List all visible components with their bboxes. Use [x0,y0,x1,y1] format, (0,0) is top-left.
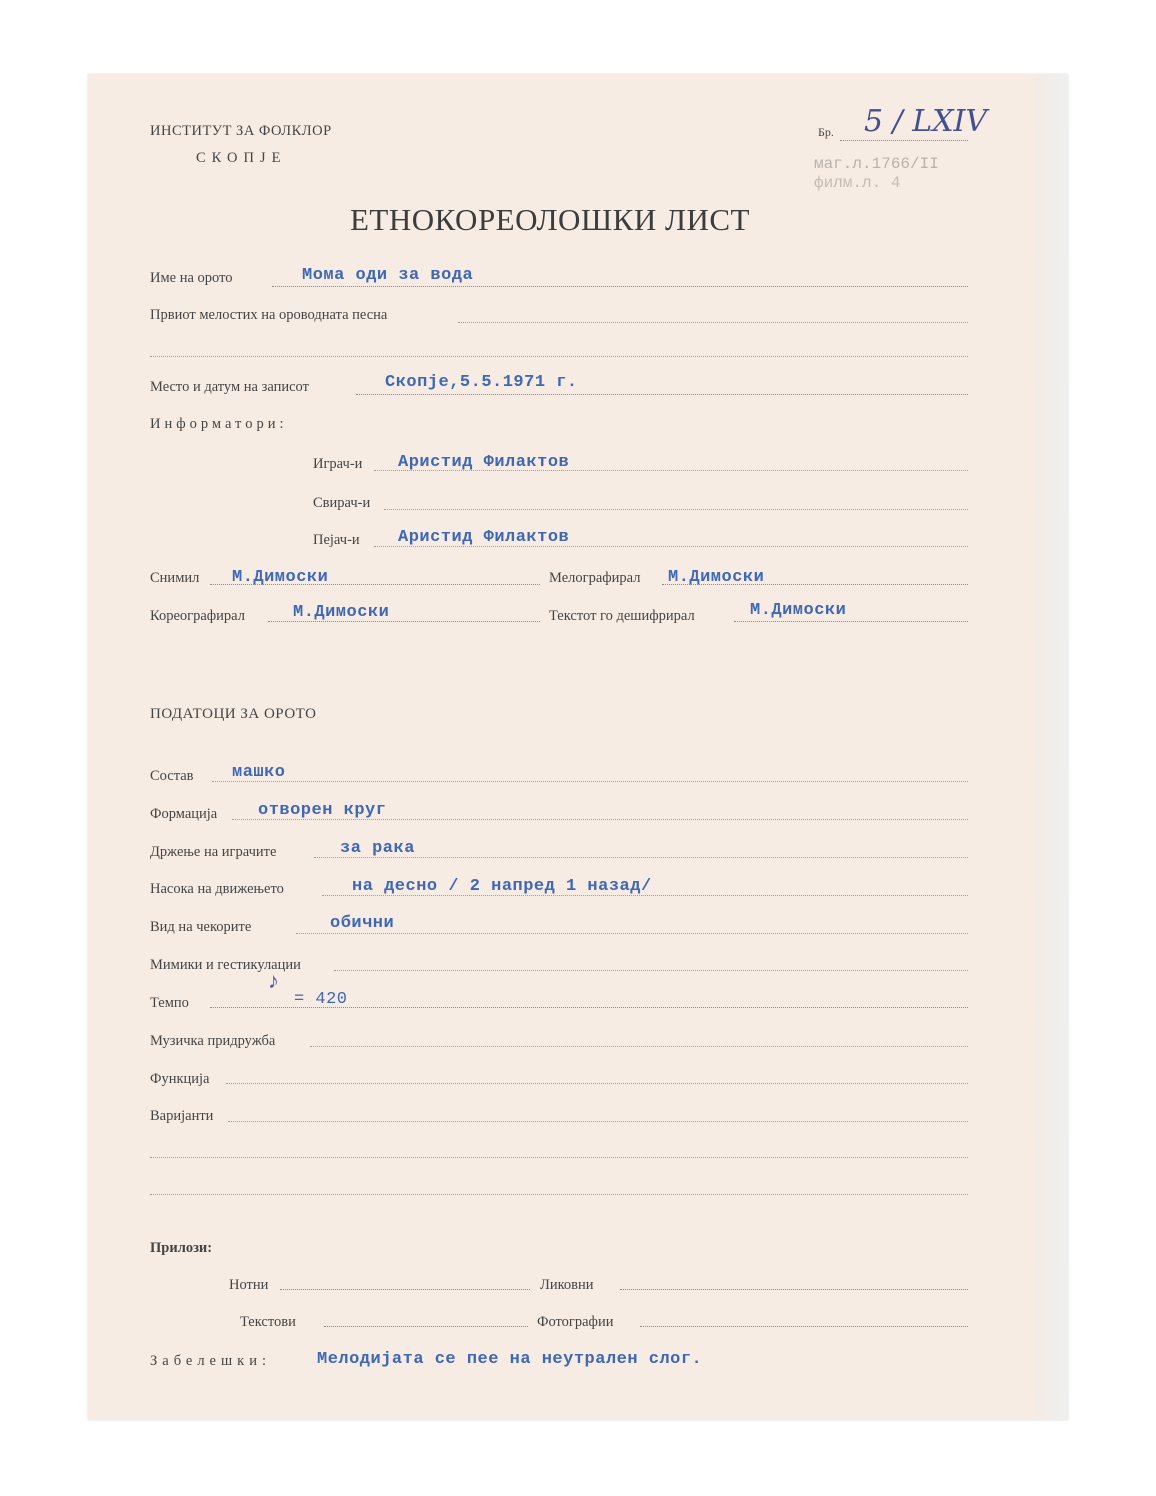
number-label: Бр. [818,125,834,139]
notes-line [280,1289,530,1290]
remarks-label: Забелешки: [150,1353,271,1369]
formation-value: отворен круг [258,801,387,820]
melographed-value: М.Димоски [668,568,765,587]
musician-label: Свирач-и [313,495,371,511]
melographed-label: Мелографирал [549,570,641,586]
mimics-label: Мимики и гестикулации [150,957,301,973]
direction-label: Насока на движењето [150,881,284,897]
note-symbol-icon: ♪ [268,968,279,993]
steps-value: обични [330,914,395,933]
institute-name: ИНСТИТУТ ЗА ФОЛКЛОР [150,123,332,139]
choreographed-value: М.Димоски [293,603,390,622]
composition-line [212,781,968,782]
texts-line [324,1326,528,1327]
singer-value: Аристид Филактов [398,528,570,547]
photos-label: Фотографии [537,1314,614,1330]
dance-name-label: Име на орото [150,270,233,286]
variants-line-3 [150,1194,968,1195]
photos-line [640,1326,968,1327]
form-sheet [88,74,1068,1420]
recorded-label: Снимил [150,570,200,586]
variants-line-2 [150,1157,968,1158]
function-line [226,1083,968,1084]
dance-data-title: ПОДАТОЦИ ЗА ОРОТО [150,706,317,722]
variants-line [228,1121,968,1122]
musician-line [384,509,968,510]
visual-label: Ликовни [540,1277,594,1293]
first-verse-line-2 [150,356,968,357]
singer-label: Пејач-и [313,532,360,548]
first-verse-line [458,322,968,323]
dance-name-value: Мома оди за вода [302,266,474,285]
music-line [310,1046,968,1047]
place-date-line [356,394,968,395]
steps-line [296,933,968,934]
music-label: Музичка придружба [150,1033,276,1049]
deciphered-value: М.Димоски [750,601,847,620]
holding-value: за рака [340,839,415,858]
visual-line [620,1289,968,1290]
composition-label: Состав [150,768,194,784]
dancer-value: Аристид Филактов [398,453,570,472]
attachments-title: Прилози: [150,1240,213,1256]
number-line [840,140,968,141]
texts-label: Текстови [240,1314,296,1330]
choreographed-label: Кореографирал [150,608,245,624]
first-verse-label: Првиот мелостих на ороводната песна [150,307,388,323]
tempo-value: = 420 [294,990,348,1009]
steps-label: Вид на чекорите [150,919,252,935]
informants-label: Информатори: [150,416,288,432]
number-value: 5 / LXIV [864,104,988,139]
recorded-value: М.Димоски [232,568,329,587]
variants-label: Варијанти [150,1108,214,1124]
dance-name-line [272,286,968,287]
stamp-line-2: филм.л. 4 [814,174,901,192]
stamp-line-1: маг.л.1766/II [814,155,939,173]
place-date-label: Место и датум на записот [150,379,309,395]
mimics-line [334,970,968,971]
form-title: ЕТНОКОРЕОЛОШКИ ЛИСТ [350,202,750,237]
institute-city: СКОПЈЕ [196,150,287,166]
remarks-value: Мелодијата се пее на неутрален слог. [317,1350,703,1369]
dancer-label: Играч-и [313,456,363,472]
deciphered-label: Текстот го дешифрирал [549,608,695,624]
holding-label: Држење на играчите [150,844,277,860]
tempo-label: Темпо [150,995,189,1011]
composition-value: машко [232,763,286,782]
place-date-value: Скопје,5.5.1971 г. [385,373,578,392]
formation-label: Формација [150,806,218,822]
notes-label: Нотни [229,1277,269,1293]
function-label: Функција [150,1071,210,1087]
paper-edge [1036,74,1068,1420]
direction-value: на десно / 2 напред 1 назад/ [352,877,652,896]
deciphered-line [734,621,968,622]
